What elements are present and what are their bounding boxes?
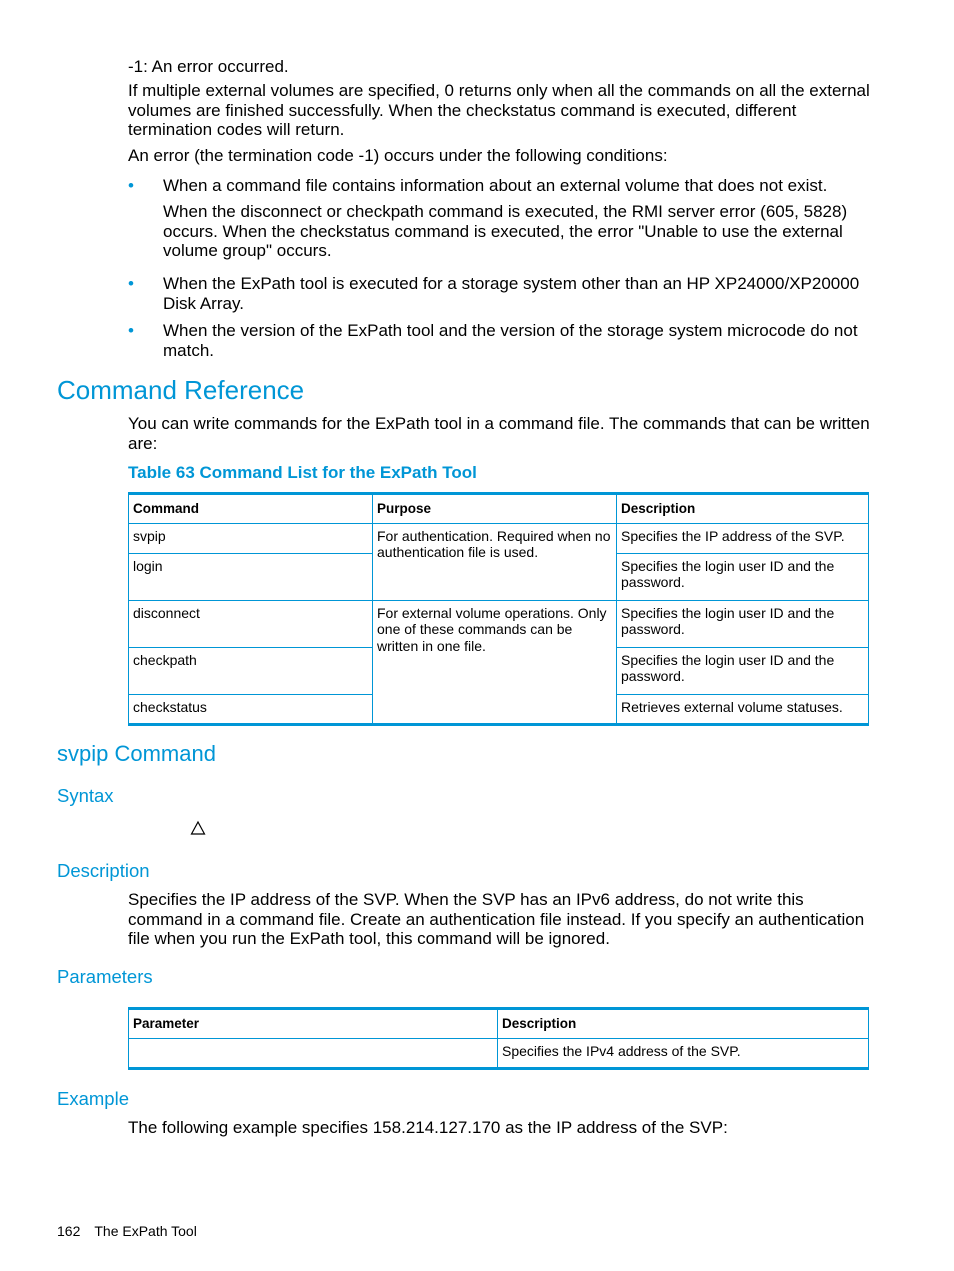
purpose-cell: For authentication. Required when no authentication file is used.: [373, 523, 617, 600]
description-cell: Specifies the IPv4 address of the SVP.: [498, 1038, 869, 1068]
bullet-item-subparagraph: When the disconnect or checkpath command is executed, the RMI server error (605, 5828) occurs. When the checkstatus command is executed, the error "Unable to use the external volume group" occurs.: [163, 202, 848, 260]
bullet-icon: •: [128, 321, 134, 340]
bullet-item: When the ExPath tool is executed for a storage system other than an HP XP24000/XP20000 Disk Array.: [163, 274, 860, 313]
subheading-parameters: Parameters: [57, 966, 153, 987]
table-row: [129, 523, 869, 553]
footer-section-title: The ExPath Tool: [94, 1223, 197, 1239]
section-heading-svpip-command: svpip Command: [57, 741, 216, 766]
warning-triangle-icon: [190, 820, 206, 836]
column-header-description: Description: [617, 494, 869, 524]
description-cell: Specifies the login user ID and the password.: [617, 553, 869, 600]
example-paragraph: The following example specifies 158.214.127.170 as the IP address of the SVP:: [128, 1118, 728, 1137]
column-header-parameter: Parameter: [129, 1009, 498, 1039]
column-header-command: Command: [129, 494, 373, 524]
description-cell: Specifies the login user ID and the password.: [617, 647, 869, 694]
table-row: [129, 1038, 869, 1068]
multi-volume-paragraph: If multiple external volumes are specified, 0 returns only when all the commands on all the external volumes are finished successfully. When the checkstatus command is executed, different termination codes will return.: [128, 81, 870, 139]
command-cell: login: [129, 553, 373, 600]
error-code-line: -1: An error occurred.: [128, 57, 289, 76]
description-cell: Retrieves external volume statuses.: [617, 694, 869, 724]
svpip-description-paragraph: Specifies the IP address of the SVP. When the SVP has an IPv6 address, do not write this command in a command file. Create an authentication file instead. If you specify an authentication file when you run the ExPath tool, this command will be ignored.: [128, 890, 865, 948]
subheading-description: Description: [57, 860, 150, 881]
purpose-cell: For external volume operations. Only one of these commands can be written in one file.: [373, 600, 617, 724]
bullet-icon: •: [128, 176, 134, 195]
command-list-table: [128, 492, 869, 726]
error-conditions-paragraph: An error (the termination code -1) occurs under the following conditions:: [128, 146, 668, 165]
bullet-icon: •: [128, 274, 134, 293]
description-cell: Specifies the IP address of the SVP.: [617, 523, 869, 553]
command-cell: disconnect: [129, 600, 373, 647]
parameter-cell: [129, 1038, 498, 1068]
subheading-syntax: Syntax: [57, 785, 114, 806]
command-cell: checkstatus: [129, 694, 373, 724]
column-header-description: Description: [498, 1009, 869, 1039]
page-footer: [57, 1223, 197, 1239]
bullet-item: When the version of the ExPath tool and the version of the storage system microcode do not match.: [163, 321, 858, 360]
description-cell: Specifies the login user ID and the password.: [617, 600, 869, 647]
page-number: 162: [57, 1223, 81, 1239]
column-header-purpose: Purpose: [373, 494, 617, 524]
command-cell: checkpath: [129, 647, 373, 694]
table-row: [129, 600, 869, 647]
bullet-item: When a command file contains information about an external volume that does not exist.: [163, 176, 828, 195]
command-reference-intro: You can write commands for the ExPath tool in a command file. The commands that can be written are:: [128, 414, 870, 453]
table-caption: Table 63 Command List for the ExPath Tool: [128, 463, 477, 482]
command-cell: svpip: [129, 523, 373, 553]
section-heading-command-reference: Command Reference: [57, 375, 305, 405]
subheading-example: Example: [57, 1088, 129, 1109]
parameters-table: [128, 1007, 869, 1070]
